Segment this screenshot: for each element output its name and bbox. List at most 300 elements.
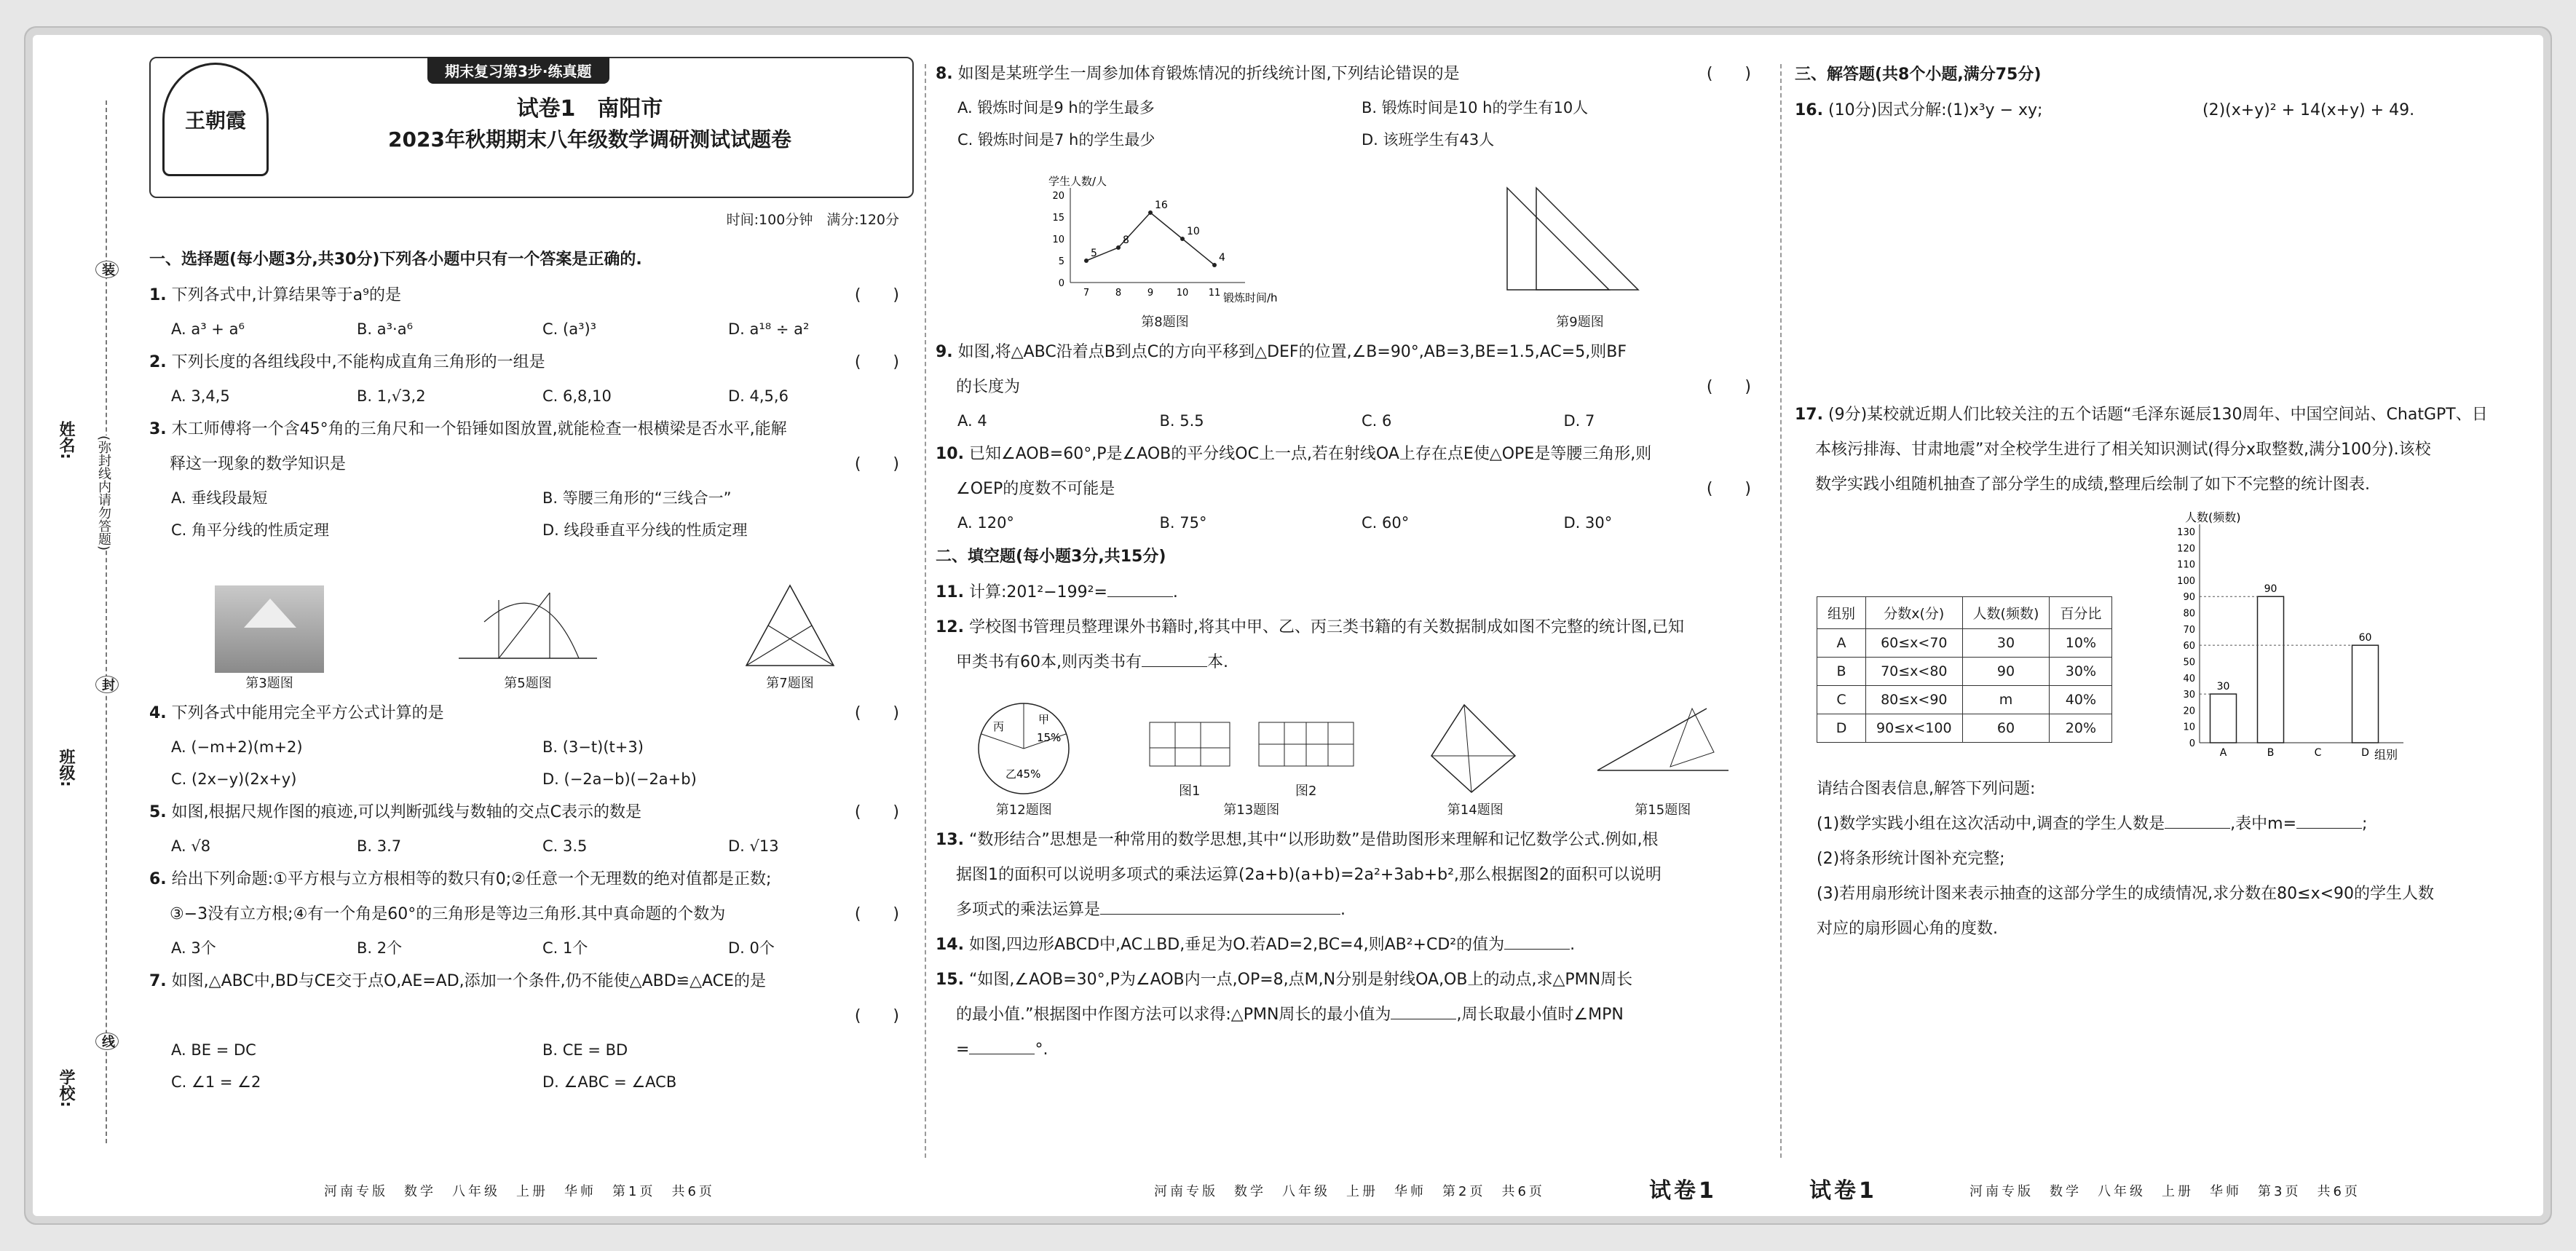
- option[interactable]: A. √8: [171, 837, 211, 855]
- q9-options: [936, 405, 1766, 437]
- answer-paren[interactable]: ( ): [1706, 65, 1751, 83]
- q10-num: 10.: [936, 445, 964, 463]
- table-cell: 60: [1962, 714, 2050, 743]
- option[interactable]: D. (−2a−b)(−2a+b): [542, 770, 697, 788]
- chart8-xlabel: 锻炼时间/h: [1223, 291, 1278, 304]
- q12-tail: 本.: [1207, 653, 1228, 671]
- bar17-x-tick: A: [2220, 747, 2227, 759]
- question-6: [149, 862, 914, 897]
- logo-text: 王朝霞: [184, 108, 246, 133]
- q17-sub1c: ;: [2362, 815, 2368, 833]
- chart8-data-label: 5: [1091, 248, 1097, 259]
- option[interactable]: D. 0个: [728, 939, 775, 957]
- q15-num: 15.: [936, 971, 964, 989]
- question-11: [936, 575, 1766, 610]
- pie-label-jia-pct: 15%: [1037, 731, 1062, 744]
- question-1: [149, 278, 914, 313]
- exam-subtitle: 2023年秋期期末八年级数学调研测试试题卷: [388, 127, 791, 151]
- table-cell: 90: [1962, 658, 2050, 686]
- figure-12-pie: [965, 698, 1082, 800]
- q10-options: [936, 507, 1766, 539]
- q13-text: “数形结合”思想是一种常用的数学思想,其中“以形助数”是借助图形来理解和记忆数学公式.例如,根: [968, 831, 1659, 849]
- option[interactable]: B. 等腰三角形的“三线合一”: [542, 489, 732, 507]
- figure-5-number-line: [455, 578, 601, 673]
- q8-num: 8.: [936, 65, 953, 83]
- q17-sub1b: ,表中m=: [2230, 815, 2297, 833]
- option[interactable]: C. ∠1 = ∠2: [171, 1073, 261, 1091]
- table-row: [1817, 629, 2112, 658]
- option[interactable]: B. 1,√3,2: [357, 387, 426, 405]
- bar17-bar: [2352, 645, 2379, 743]
- figure-15-angle: [1590, 698, 1736, 800]
- q1-num: 1.: [149, 286, 167, 304]
- question-2: [149, 345, 914, 380]
- q13-num: 13.: [936, 831, 964, 849]
- q11-num: 11.: [936, 583, 964, 601]
- chart8-y-tick: 15: [1052, 213, 1064, 224]
- option[interactable]: B. 3.7: [357, 837, 402, 855]
- option[interactable]: C. 1个: [542, 939, 588, 957]
- q14-text: 如图,四边形ABCD中,AC⊥BD,垂足为O.若AD=2,BC=4,则AB²+CD²的值为: [968, 936, 1505, 954]
- q2-num: 2.: [149, 353, 167, 371]
- question-17: [1795, 398, 2523, 433]
- q7-num: 7.: [149, 972, 167, 990]
- q3-num: 3.: [149, 420, 167, 438]
- q6-num: 6.: [149, 870, 167, 888]
- option[interactable]: A. BE = DC: [171, 1041, 256, 1059]
- answer-blank[interactable]: [2165, 828, 2230, 829]
- figure-7: [732, 578, 848, 692]
- q10-text2: ∠OEP的度数不可能是: [956, 480, 1115, 498]
- figure-3-photo: [215, 585, 324, 673]
- question-3: [149, 412, 914, 447]
- table-cell: 10%: [2050, 629, 2112, 658]
- chart8-x-tick: 11: [1208, 288, 1221, 299]
- table-header: 分数x(分): [1866, 597, 1963, 629]
- figure-9-translation: [1485, 173, 1675, 312]
- bar17-data-label: 60: [2358, 632, 2372, 644]
- option[interactable]: C. 3.5: [542, 837, 588, 855]
- bar17-x-tick: D: [2361, 747, 2370, 759]
- option[interactable]: C. 角平分线的性质定理: [171, 521, 330, 539]
- table-cell: 80≤x<90: [1866, 686, 1963, 714]
- exam-sheet: [33, 35, 2543, 1216]
- q11-tail: .: [1172, 583, 1178, 601]
- q5-num: 5.: [149, 803, 167, 821]
- q7-options: [149, 1034, 914, 1098]
- option[interactable]: A. a³ + a⁶: [171, 320, 245, 338]
- figure-12: [965, 698, 1082, 818]
- seal-mark-xian: 线: [95, 1033, 119, 1050]
- q17-text: (9分)某校就近期人们比较关注的五个话题“毛泽东诞辰130周年、中国空间站、ChatGPT、日: [1828, 406, 2488, 424]
- q2-text: 下列长度的各组线段中,不能构成直角三角形的一组是: [171, 353, 545, 371]
- table-cell: m: [1962, 686, 2050, 714]
- option[interactable]: B. a³·a⁶: [357, 320, 414, 338]
- q16-num: 16.: [1795, 101, 1823, 119]
- q12-text: 学校图书管理员整理课外书籍时,将其中甲、乙、丙三类书籍的有关数据制成如图不完整的统计图,已知: [968, 618, 1684, 636]
- table-cell: 70≤x<80: [1866, 658, 1963, 686]
- exam-header: [149, 57, 914, 198]
- table-cell: 30: [1962, 629, 2050, 658]
- q6-text2: ③−3没有立方根;④有一个角是60°的三角形是等边三角形.其中真命题的个数为: [170, 905, 726, 923]
- q5-options: [149, 830, 914, 862]
- option[interactable]: C. (2x−y)(2x+y): [171, 770, 297, 788]
- option[interactable]: B. (3−t)(t+3): [542, 738, 644, 756]
- option[interactable]: B. 5.5: [1159, 412, 1204, 430]
- chart8-x-tick: 10: [1176, 288, 1189, 299]
- q9-num: 9.: [936, 343, 953, 361]
- figure-9: [1485, 173, 1675, 331]
- table-row: [1817, 686, 2112, 714]
- question-6-line2: [149, 897, 914, 932]
- q4-options: [149, 731, 914, 795]
- q3-text2: 释这一现象的数学知识是: [170, 455, 347, 473]
- bar17-data-label: 30: [2216, 681, 2230, 693]
- bar17-y-tick: 120: [2177, 543, 2196, 555]
- bar17-ylabel: 人数(频数): [2185, 510, 2241, 524]
- option[interactable]: B. 75°: [1159, 514, 1207, 532]
- q17-bar-chart: [2156, 510, 2433, 772]
- bar17-data-label: 90: [2264, 583, 2277, 596]
- q4-text: 下列各式中能用完全平方公式计算的是: [171, 704, 444, 722]
- question-12-line2: [936, 645, 1766, 680]
- table-cell: 30%: [2050, 658, 2112, 686]
- chart8-point: [1180, 237, 1185, 241]
- chart8-x-tick: 7: [1083, 288, 1090, 299]
- q15-text2: 的最小值.”根据图中作图方法可以求得:△PMN周长的最小值为: [956, 1006, 1391, 1024]
- bar17-y-tick: 60: [2183, 641, 2196, 652]
- column-2: [936, 57, 1766, 1165]
- q8-options: [936, 92, 1766, 156]
- answer-paren[interactable]: ( ): [854, 803, 899, 821]
- chart8-point: [1212, 263, 1217, 267]
- question-13-line2: [936, 858, 1766, 893]
- bar17-y-tick: 0: [2189, 738, 2196, 749]
- question-12: [936, 610, 1766, 645]
- question-9-line2: [936, 370, 1766, 405]
- q12-text2: 甲类书有60本,则丙类书有: [956, 653, 1142, 671]
- answer-blank[interactable]: [1504, 949, 1570, 950]
- footer-page-1: 河南专版 数学 八年级 上册 华师 第1页 共6页: [324, 1184, 715, 1199]
- q17-text2: 本核污排海、甘肃地震”对全校学生进行了相关知识测试(得分x取整数,满分100分).该校: [1815, 441, 2431, 459]
- table-cell: C: [1817, 686, 1866, 714]
- q4-num: 4.: [149, 704, 167, 722]
- question-9: [936, 335, 1766, 370]
- answer-paren[interactable]: ( ): [854, 353, 899, 371]
- figure-14: [1421, 698, 1530, 818]
- q14-num: 14.: [936, 936, 964, 954]
- option[interactable]: D. ∠ABC = ∠ACB: [542, 1073, 677, 1091]
- figure-7-caption: 第7题图: [766, 676, 814, 691]
- figure-13-grid1: [1142, 715, 1237, 781]
- table-header: 百分比: [2050, 597, 2112, 629]
- bar17-y-tick: 80: [2183, 608, 2196, 620]
- q17-text3: 数学实践小组随机抽查了部分学生的成绩,整理后绘制了如下不完整的统计图表.: [1815, 475, 2370, 494]
- time-info: 时间:100分钟 满分:120分: [726, 212, 899, 228]
- option[interactable]: B. CE = BD: [542, 1041, 628, 1059]
- seal-mark-zhuang: 装: [95, 261, 119, 278]
- exam-title: 试卷1 南阳市: [516, 96, 663, 122]
- figure-13-sub2: 图2: [1295, 784, 1317, 799]
- answer-paren[interactable]: ( ): [854, 905, 899, 923]
- question-13: [936, 823, 1766, 858]
- option[interactable]: C. 6,8,10: [542, 387, 612, 405]
- chart8-data-label: 4: [1219, 252, 1225, 264]
- table-cell: A: [1817, 629, 1866, 658]
- chart8-y-tick: 0: [1058, 278, 1064, 289]
- chart8-x-tick: 9: [1147, 288, 1154, 299]
- column-3: [1795, 57, 2523, 1165]
- answer-blank[interactable]: [1142, 666, 1207, 667]
- bar17-y-tick: 30: [2183, 690, 2196, 701]
- answer-paren[interactable]: ( ): [854, 455, 899, 473]
- q13-tail: .: [1340, 901, 1346, 919]
- section-choice: 一、选择题(每小题3分,共30分)下列各小题中只有一个答案是正确的.: [149, 250, 642, 269]
- answer-paren[interactable]: ( ): [1706, 378, 1751, 396]
- option[interactable]: C. (a³)³: [542, 320, 597, 338]
- question-15: [936, 963, 1766, 998]
- school-label: 学校:: [57, 1069, 75, 1108]
- figure-13-sub1: 图1: [1179, 784, 1201, 799]
- q11-text: 计算:201²−199²=: [968, 583, 1107, 601]
- figure-15-caption: 第15题图: [1635, 802, 1691, 818]
- q15-tail: °.: [1035, 1041, 1048, 1059]
- q15-mid: ,周长取最小值时∠MPN: [1456, 1006, 1624, 1024]
- chart8-y-tick: 5: [1058, 256, 1064, 267]
- figure-13: [1142, 715, 1361, 818]
- question-10: [936, 437, 1766, 472]
- bar17-y-tick: 130: [2177, 527, 2196, 538]
- answer-paren[interactable]: ( ): [854, 704, 899, 722]
- answer-paren[interactable]: ( ): [854, 1007, 899, 1025]
- bar17-y-tick: 10: [2183, 722, 2196, 733]
- q5-text: 如图,根据尺规作图的痕迹,可以判断弧线与数轴的交点C表示的数是: [171, 803, 642, 821]
- option[interactable]: C. 6: [1362, 412, 1392, 430]
- table-cell: 90≤x<100: [1866, 714, 1963, 743]
- question-4: [149, 696, 914, 731]
- option[interactable]: A. 3个: [171, 939, 216, 957]
- q1-options: [149, 313, 914, 345]
- chart8-ylabel: 学生人数/人: [1048, 175, 1107, 188]
- answer-blank[interactable]: [2296, 828, 2362, 829]
- figure-9-caption: 第9题图: [1556, 315, 1604, 330]
- q3-text: 木工师傅将一个含45°角的三角尺和一个铅锤如图放置,就能检查一根横梁是否水平,能解: [171, 420, 787, 438]
- chart8-y-tick: 10: [1052, 234, 1064, 245]
- question-5: [149, 795, 914, 830]
- seal-hint: (弥封线内请勿答题): [94, 435, 113, 550]
- chart8-data-label: 10: [1187, 226, 1200, 237]
- option[interactable]: A. 垂线段最短: [171, 489, 268, 507]
- bar17-y-tick: 100: [2177, 575, 2196, 587]
- option[interactable]: C. 60°: [1362, 514, 1410, 532]
- figure-12-caption: 第12题图: [995, 802, 1052, 818]
- q17-sub2: (2)将条形统计图补充完整;: [1817, 850, 2005, 868]
- footer-tag-2: 试卷1: [1809, 1178, 1877, 1204]
- question-8: [936, 57, 1766, 92]
- chart8-series-line: [1086, 213, 1214, 265]
- table-header: 人数(频数): [1962, 597, 2050, 629]
- question-14: [936, 928, 1766, 963]
- option[interactable]: A. 4: [957, 412, 987, 430]
- question-3-line2: [149, 447, 914, 482]
- chart8-data-label: 16: [1155, 200, 1168, 211]
- question-10-line2: [936, 472, 1766, 507]
- chart8-data-label: 8: [1123, 234, 1129, 246]
- q6-text: 给出下列命题:①平方根与立方根相等的数只有0;②任意一个无理数的绝对值都是正数;: [171, 870, 772, 888]
- answer-blank[interactable]: [1107, 596, 1173, 597]
- figure-15: [1590, 698, 1736, 818]
- q17-sub3: (3)若用扇形统计图来表示抽查的这部分学生的成绩情况,求分数在80≤x<90的学生人数: [1817, 885, 2435, 903]
- figure-14-caption: 第14题图: [1447, 802, 1504, 818]
- q16-text: (10分)因式分解:(1)x³y − xy;: [1828, 101, 2043, 119]
- option[interactable]: B. 2个: [357, 939, 403, 957]
- q7-text: 如图,△ABC中,BD与CE交于点O,AE=AD,添加一个条件,仍不能使△ABD≌△ACE的是: [171, 972, 766, 990]
- question-17-line2: [1795, 433, 2523, 467]
- bar17-y-tick: 70: [2183, 624, 2196, 636]
- bar17-y-tick: 20: [2183, 706, 2196, 717]
- footer-page-2: 河南专版 数学 八年级 上册 华师 第2页 共6页: [1154, 1184, 1545, 1199]
- table-row: [1817, 714, 2112, 743]
- section-fill: 二、填空题(每小题3分,共15分): [936, 548, 1166, 566]
- option[interactable]: D. a¹⁸ ÷ a²: [728, 320, 810, 338]
- pie-label-bing: 丙: [993, 720, 1005, 733]
- binding-margin: [33, 57, 142, 1172]
- option[interactable]: D. 4,5,6: [728, 387, 789, 405]
- column-1: [149, 57, 914, 1165]
- question-13-line3: [936, 893, 1766, 928]
- chart8-y-tick: 20: [1052, 191, 1064, 202]
- answer-paren[interactable]: ( ): [1706, 480, 1751, 498]
- bar17-y-tick: 40: [2183, 673, 2196, 684]
- q17-sub1-text: (1)数学实践小组在这次活动中,调查的学生人数是: [1817, 815, 2165, 833]
- bar17-y-tick: 110: [2177, 559, 2196, 571]
- table-header: 组别: [1817, 597, 1866, 629]
- figure-8-caption: 第8题图: [1141, 315, 1189, 330]
- review-badge: 期末复习第3步·练真题: [427, 57, 609, 84]
- q17-num: 17.: [1795, 406, 1823, 424]
- question-7-paren-line: [149, 999, 914, 1034]
- figure-5-caption: 第5题图: [504, 676, 552, 691]
- pie-label-jia: 甲: [1038, 713, 1050, 726]
- figure-8: [1027, 173, 1303, 331]
- bar17-xlabel: 组别: [2374, 748, 2398, 762]
- table-cell: 60≤x<70: [1866, 629, 1963, 658]
- option[interactable]: A. 3,4,5: [171, 387, 230, 405]
- table-cell: 20%: [2050, 714, 2112, 743]
- option[interactable]: D. 7: [1563, 412, 1595, 430]
- q10-text: 已知∠AOB=60°,P是∠AOB的平分线OC上一点,若在射线OA上存在点E使△OPE是等腰三角形,则: [968, 445, 1652, 463]
- answer-blank[interactable]: [1100, 914, 1340, 915]
- bar17-x-tick: B: [2267, 747, 2275, 759]
- table-cell: D: [1817, 714, 1866, 743]
- q2-options: [149, 380, 914, 412]
- bar17-x-tick: C: [2315, 747, 2322, 759]
- q17-sub1: [1795, 807, 2523, 842]
- q9-text: 如图,将△ABC沿着点B到点C的方向平移到△DEF的位置,∠B=90°,AB=3,BE=1.5,AC=5,则BF: [957, 343, 1627, 361]
- q17-figures: [1795, 502, 2523, 772]
- figure-13-caption: 第13题图: [1223, 802, 1280, 818]
- option[interactable]: D. √13: [728, 837, 779, 855]
- option[interactable]: B. 锻炼时间是10 h的学生有10人: [1362, 99, 1589, 117]
- answer-paren[interactable]: ( ): [854, 286, 899, 304]
- figure-14-quad: [1421, 698, 1530, 800]
- option[interactable]: C. 锻炼时间是7 h的学生最少: [957, 131, 1155, 149]
- q1-text: 下列各式中,计算结果等于a⁹的是: [171, 286, 401, 304]
- footer-tag-1: 试卷1: [1649, 1178, 1717, 1204]
- logo: [162, 63, 269, 176]
- q16-part2: (2)(x+y)² + 14(x+y) + 49.: [2202, 101, 2415, 119]
- table-cell: 40%: [2050, 686, 2112, 714]
- class-label: 班级:: [57, 749, 75, 787]
- q17-table: [1817, 596, 2112, 743]
- figure-5: [455, 578, 601, 692]
- question-15-line3: [936, 1033, 1766, 1068]
- q17-sub3b: 对应的扇形圆心角的度数.: [1817, 920, 1998, 938]
- seal-line: [106, 100, 107, 1143]
- figures-8-9: [936, 163, 1766, 331]
- name-label: 姓名:: [57, 421, 75, 459]
- option[interactable]: A. (−m+2)(m+2): [171, 738, 303, 756]
- figure-7-triangle: [732, 578, 848, 673]
- bar17-bar: [2210, 694, 2237, 743]
- question-16: [1795, 93, 2523, 128]
- table-header-row: [1817, 597, 2112, 629]
- seal-mark-feng: 封: [95, 676, 119, 693]
- chart8-point: [1116, 245, 1121, 250]
- option[interactable]: A. 锻炼时间是9 h的学生最多: [957, 99, 1155, 117]
- q16-answer-space[interactable]: [1795, 128, 2523, 398]
- q15-text: “如图,∠AOB=30°,P为∠AOB内一点,OP=8,点M,N分别是射线OA,OB上的动点,求△PMN周长: [968, 971, 1633, 989]
- q13-text3: 多项式的乘法运算是: [956, 901, 1101, 919]
- column-divider: [1780, 64, 1782, 1158]
- column-divider: [925, 64, 926, 1158]
- bar17-y-tick: 50: [2183, 657, 2196, 668]
- q3-options: [149, 482, 914, 546]
- chart8-x-tick: 8: [1115, 288, 1122, 299]
- chart8-point: [1148, 210, 1153, 215]
- figure-8-line-chart: [1027, 173, 1303, 312]
- question-17-line3: [1795, 467, 2523, 502]
- figures-12-15: [936, 687, 1766, 818]
- chart8-point: [1084, 259, 1089, 263]
- figure-13-grid2: [1252, 715, 1361, 781]
- figures-3-5-7: [149, 553, 914, 692]
- option[interactable]: D. 30°: [1563, 514, 1613, 532]
- option[interactable]: A. 120°: [957, 514, 1014, 532]
- question-7: [149, 964, 914, 999]
- q8-text: 如图是某班学生一周参加体育锻炼情况的折线统计图,下列结论错误的是: [957, 65, 1460, 83]
- figure-3-caption: 第3题图: [245, 676, 293, 691]
- q13-text2: 据图1的面积可以说明多项式的乘法运算(2a+b)(a+b)=2a²+3ab+b²,那么根据图2的面积可以说明: [956, 866, 1662, 884]
- table-cell: B: [1817, 658, 1866, 686]
- q6-options: [149, 932, 914, 964]
- q14-tail: .: [1570, 936, 1576, 954]
- q17-prompt: 请结合图表信息,解答下列问题:: [1817, 780, 2036, 798]
- q12-num: 12.: [936, 618, 964, 636]
- q15-text3: =: [956, 1041, 970, 1059]
- figure-3: [215, 585, 324, 692]
- option[interactable]: D. 该班学生有43人: [1362, 131, 1495, 149]
- q9-text2: 的长度为: [956, 378, 1021, 396]
- option[interactable]: D. 线段垂直平分线的性质定理: [542, 521, 748, 539]
- footer-page-3: 河南专版 数学 八年级 上册 华师 第3页 共6页: [1969, 1184, 2360, 1199]
- question-15-line2: [936, 998, 1766, 1033]
- pie-label-yi: 乙45%: [1005, 767, 1041, 781]
- bar17-bar: [2258, 596, 2284, 743]
- table-row: [1817, 658, 2112, 686]
- section-solve: 三、解答题(共8个小题,满分75分): [1795, 66, 2042, 84]
- bar17-y-tick: 90: [2183, 592, 2196, 604]
